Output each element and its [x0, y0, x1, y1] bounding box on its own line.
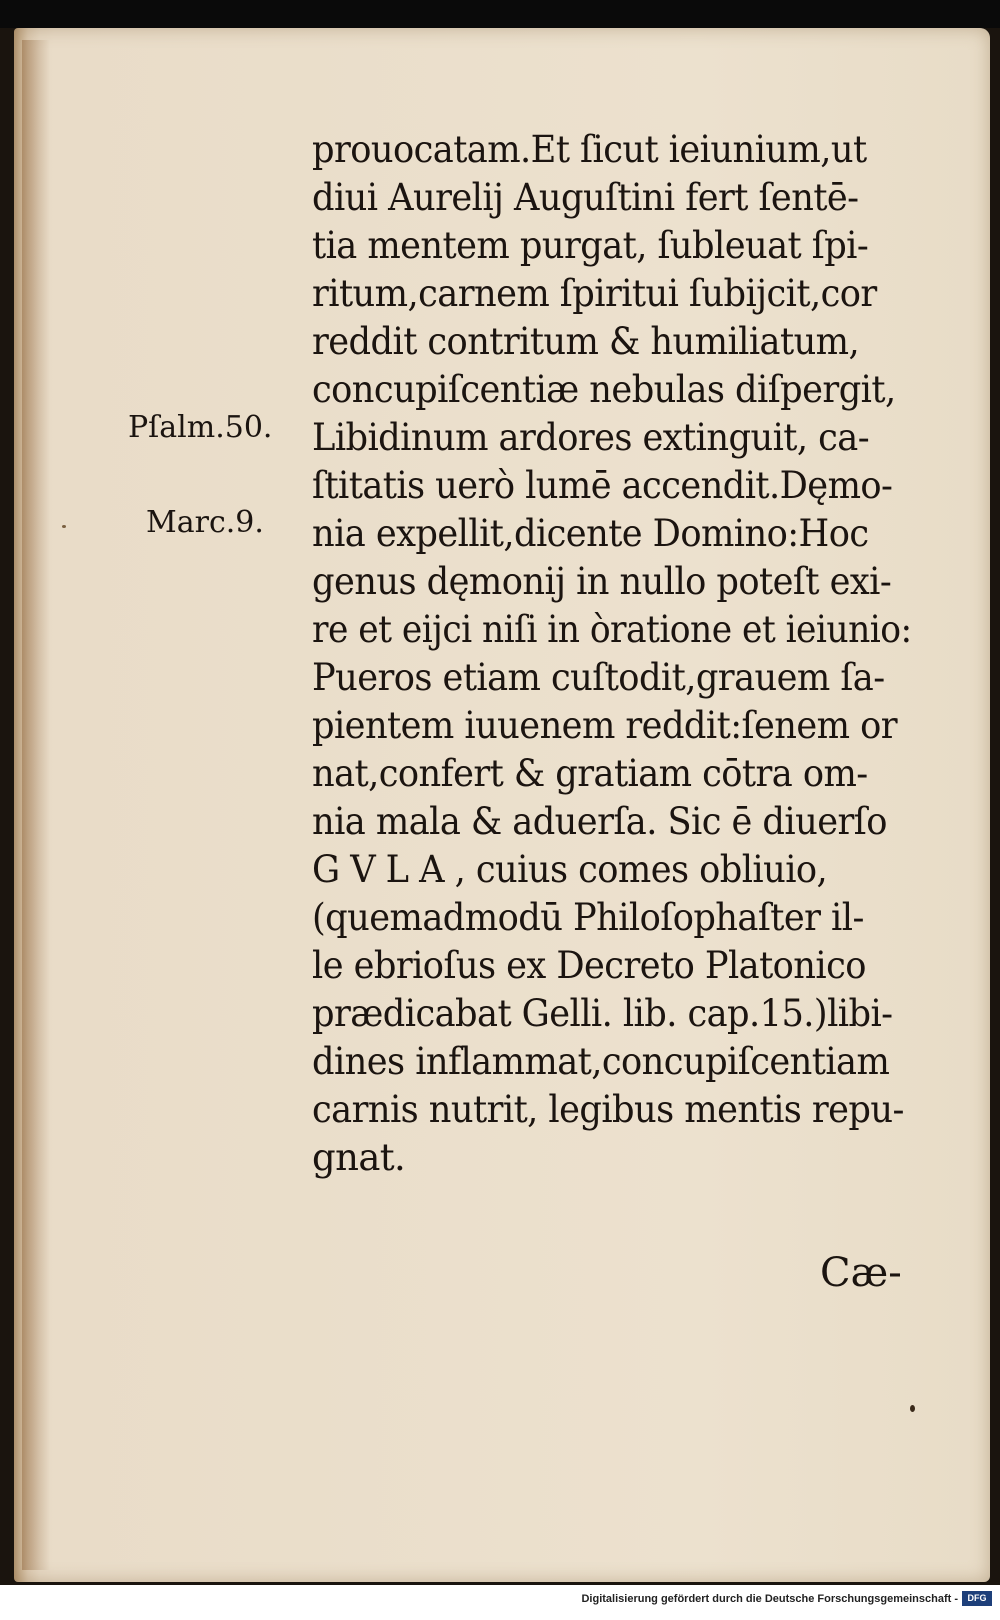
text-line: prædicabat Gelli. lib. cap.15.)libi-	[312, 992, 893, 1035]
text-line: nia expellit,dicente Domino:Hoc	[312, 512, 869, 555]
body-text	[312, 126, 942, 1182]
text-line: nat,confert & gratiam cōtra om-	[312, 752, 868, 795]
scan-top-border	[0, 0, 1000, 28]
text-line: (quemadmodū Philoſophaſter il-	[312, 896, 864, 939]
text-line: pientem iuuenem reddit:ſenem or	[312, 704, 897, 747]
text-line: re et eijci niſi in òratione et ieiunio:	[312, 608, 912, 651]
digitization-footer	[0, 1585, 1000, 1620]
text-line: ritum,carnem ſpiritui ſubijcit,cor	[312, 272, 877, 315]
text-line: dines inflammat,concupiſcentiam	[312, 1040, 890, 1083]
text-line: le ebrioſus ex Decreto Platonico	[312, 944, 866, 987]
dfg-logo: DFG	[962, 1591, 992, 1606]
text-line: G V L A , cuius comes obliuio,	[312, 848, 828, 891]
text-line: prouocatam.Et ſicut ieiunium,ut	[312, 128, 867, 171]
text-line: nia mala & aduerſa. Sic ē diuerſo	[312, 800, 887, 843]
text-line: carnis nutrit, legibus mentis repu-	[312, 1088, 904, 1131]
text-line: gnat.	[312, 1136, 406, 1179]
text-line: Pueros etiam cuſtodit,grauem ſa-	[312, 656, 885, 699]
text-line: concupiſcentiæ nebulas diſpergit,	[312, 368, 896, 411]
text-line: tia mentem purgat, ſubleuat ſpi-	[312, 224, 869, 267]
dfg-credit: Digitalisierung gefördert durch die Deutsche Forschungsgemeinschaft -	[581, 1593, 958, 1605]
text-line: ſtitatis uerò lumē accendit.Dęmo-	[312, 464, 893, 507]
paper-speck	[62, 525, 66, 528]
text-line: diui Aurelij Auguſtini fert ſentē-	[312, 176, 859, 219]
text-line: reddit contritum & humiliatum,	[312, 320, 860, 363]
paper-speck	[910, 1405, 915, 1412]
text-line: Libidinum ardores extinguit, ca-	[312, 416, 870, 459]
margin-note-psalm: Pſalm.50.	[128, 410, 273, 445]
catchword: Cæ-	[820, 1250, 902, 1296]
margin-note-marc: Marc.9.	[146, 505, 264, 540]
page-gutter-shadow	[22, 40, 50, 1570]
text-line: genus dęmonij in nullo poteſt exi-	[312, 560, 892, 603]
